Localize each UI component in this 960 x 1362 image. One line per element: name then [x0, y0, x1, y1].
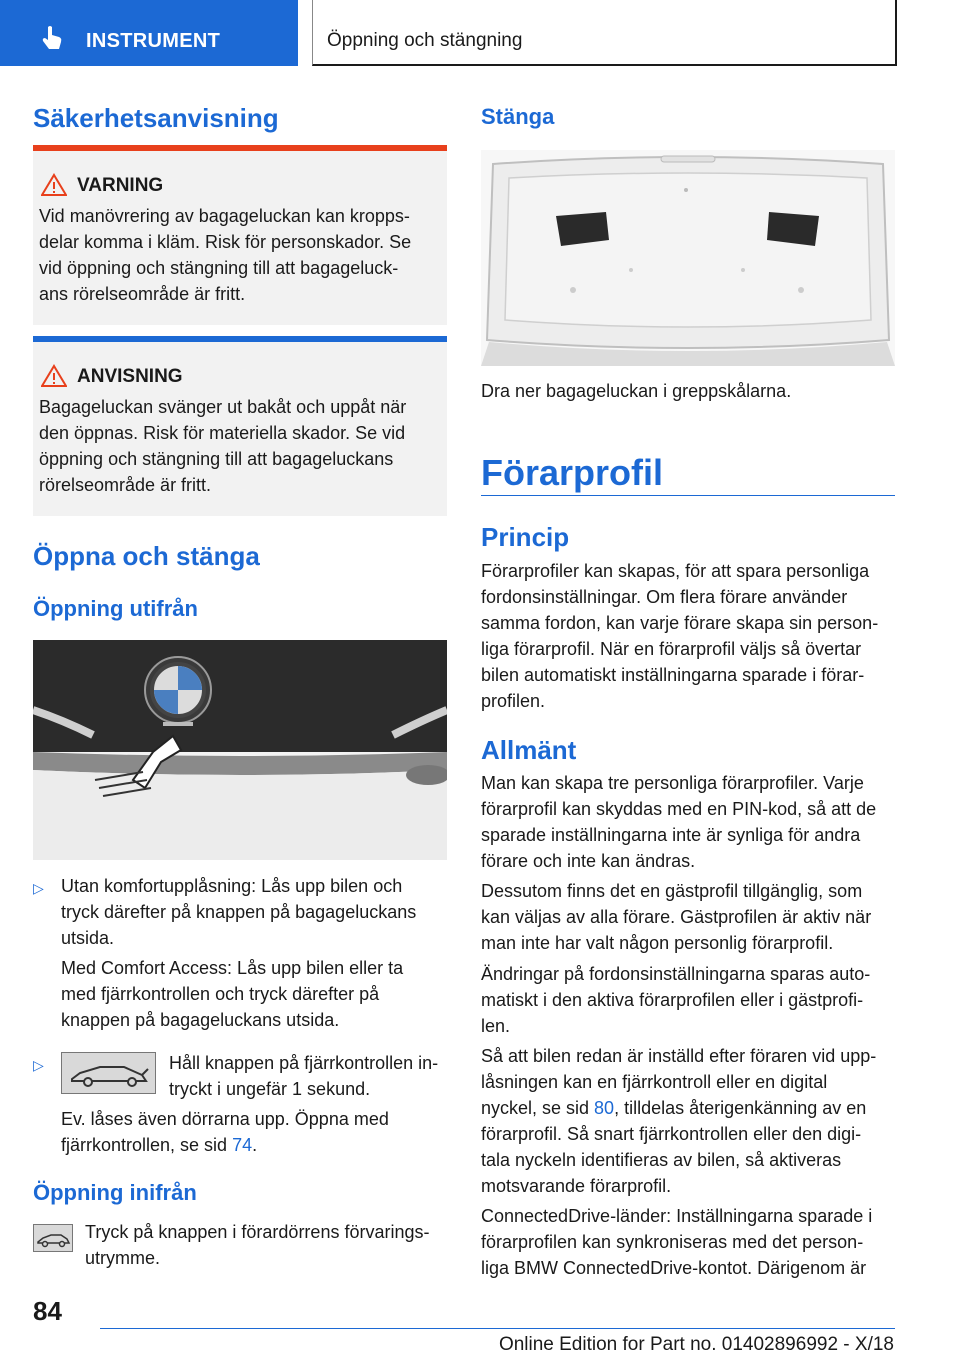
page-topic: Öppning och stängning [327, 30, 523, 51]
principle-heading: Princip [481, 522, 570, 552]
trunk-button-icon [33, 1224, 73, 1252]
page-link[interactable]: 74 [232, 1135, 253, 1155]
warning-box [33, 145, 447, 325]
section-tab [0, 0, 298, 66]
warning-triangle-icon [41, 364, 67, 388]
trunk-remote-icon [61, 1052, 156, 1094]
bullet2-text: Håll knappen på fjärrkontrollen in- tryckt i ungefär 1 sekund. [169, 1053, 439, 1099]
general-heading: Allmänt [481, 735, 577, 765]
bullet-marker: ▷ [33, 1057, 44, 1073]
general-p2: Dessutom finns det en gästprofil tillgänglig, som kan väljas av alla förare. Gästprofilen är aktiv när man inte har valt någon personlig förarprofil. [481, 881, 872, 953]
page-topic-box [312, 0, 897, 66]
general-p5: ConnectedDrive-länder: Inställningarna sparade i förarprofilen kan synkroniseras med det person- liga BMW ConnectedDrive-kontot. Därigenom är [481, 1206, 873, 1278]
page-number: 84 [33, 1296, 62, 1326]
general-p4: Så att bilen redan är inställd efter föraren vid upp- låsningen kan en fjärrkontroll eller en digital nyckel, se sid 80, tilldelas återigenkänning av en förarprofil. Så snart fjärrkontrollen eller den digi- tala nyckeln identifieras av bilen, så aktiveras motsvarande förarprofil. [481, 1046, 877, 1196]
close-heading: Stänga [481, 104, 555, 129]
notice-title: ANVISNING [77, 366, 183, 387]
bullet-marker: ▷ [33, 880, 44, 896]
trunk-outside-figure [33, 640, 447, 860]
open-close-heading: Öppna och stänga [33, 541, 260, 571]
doors-text: Ev. låses även dörrarna upp. Öppna med fjärrkontrollen, se sid 74. [61, 1109, 389, 1155]
warning-text: Vid manövrering av bagageluckan kan kropps- delar komma i kläm. Risk för personskador. Se vid öppning och stängning till att bagageluck- ans rörelseområde är fritt. [39, 206, 412, 304]
section-label: INSTRUMENT [86, 30, 221, 52]
heading-rule [481, 495, 895, 496]
general-p1: Man kan skapa tre personliga förarprofiler. Varje förarprofil kan skyddas med en PIN-kod, så att de sparade inställningarna inte är synliga för andra förare och inte kan ändras. [481, 773, 877, 871]
trunk-inside-figure [481, 150, 895, 366]
warning-title: VARNING [77, 175, 164, 196]
edition-text: Online Edition for Part no. 01402896992 - X/18 [498, 1334, 894, 1355]
page-link[interactable]: 80 [594, 1098, 615, 1118]
principle-text: Förarprofiler kan skapas, för att spara personliga fordonsinställningar. Om flera förare använder samma fordon, kan varje förare skapa sin person- liga förarprofil. När en förarprofil väljs så övertar bilen automatiskt inställningarna sparade i förar- profilen. [481, 561, 879, 711]
warning-bar [33, 145, 447, 151]
inside-text: Tryck på knappen i förardörrens förvarings- utrymme. [85, 1222, 430, 1268]
outside-heading: Öppning utifrån [33, 596, 198, 621]
close-caption: Dra ner bagageluckan i greppskålarna. [481, 381, 792, 401]
hand-pointer-icon [38, 24, 66, 52]
general-p3: Ändringar på fordonsinställningarna sparas auto- matiskt i den aktiva förarprofilen eller i gästprofi- len. [481, 964, 871, 1036]
warning-triangle-icon [41, 173, 67, 197]
notice-box [33, 336, 447, 516]
footer-rule [100, 1328, 895, 1329]
safety-heading: Säkerhetsanvisning [33, 103, 279, 133]
bullet1-text: Utan komfortupplåsning: Lås upp bilen och tryck därefter på knappen på bagageluckans utsida. [61, 876, 417, 948]
notice-bar [33, 336, 447, 342]
inside-heading: Öppning inifrån [33, 1180, 197, 1205]
notice-text: Bagageluckan svänger ut bakåt och uppåt när den öppnas. Risk för materiella skador. Se vid öppning och stängning till att bagageluckans rörelseområde är fritt. [39, 397, 407, 495]
profile-heading: Förarprofil [481, 452, 664, 493]
comfort-access-text: Med Comfort Access: Lås upp bilen eller ta med fjärrkontrollen och tryck därefter på knappen på bagageluckans utsida. [61, 958, 404, 1030]
